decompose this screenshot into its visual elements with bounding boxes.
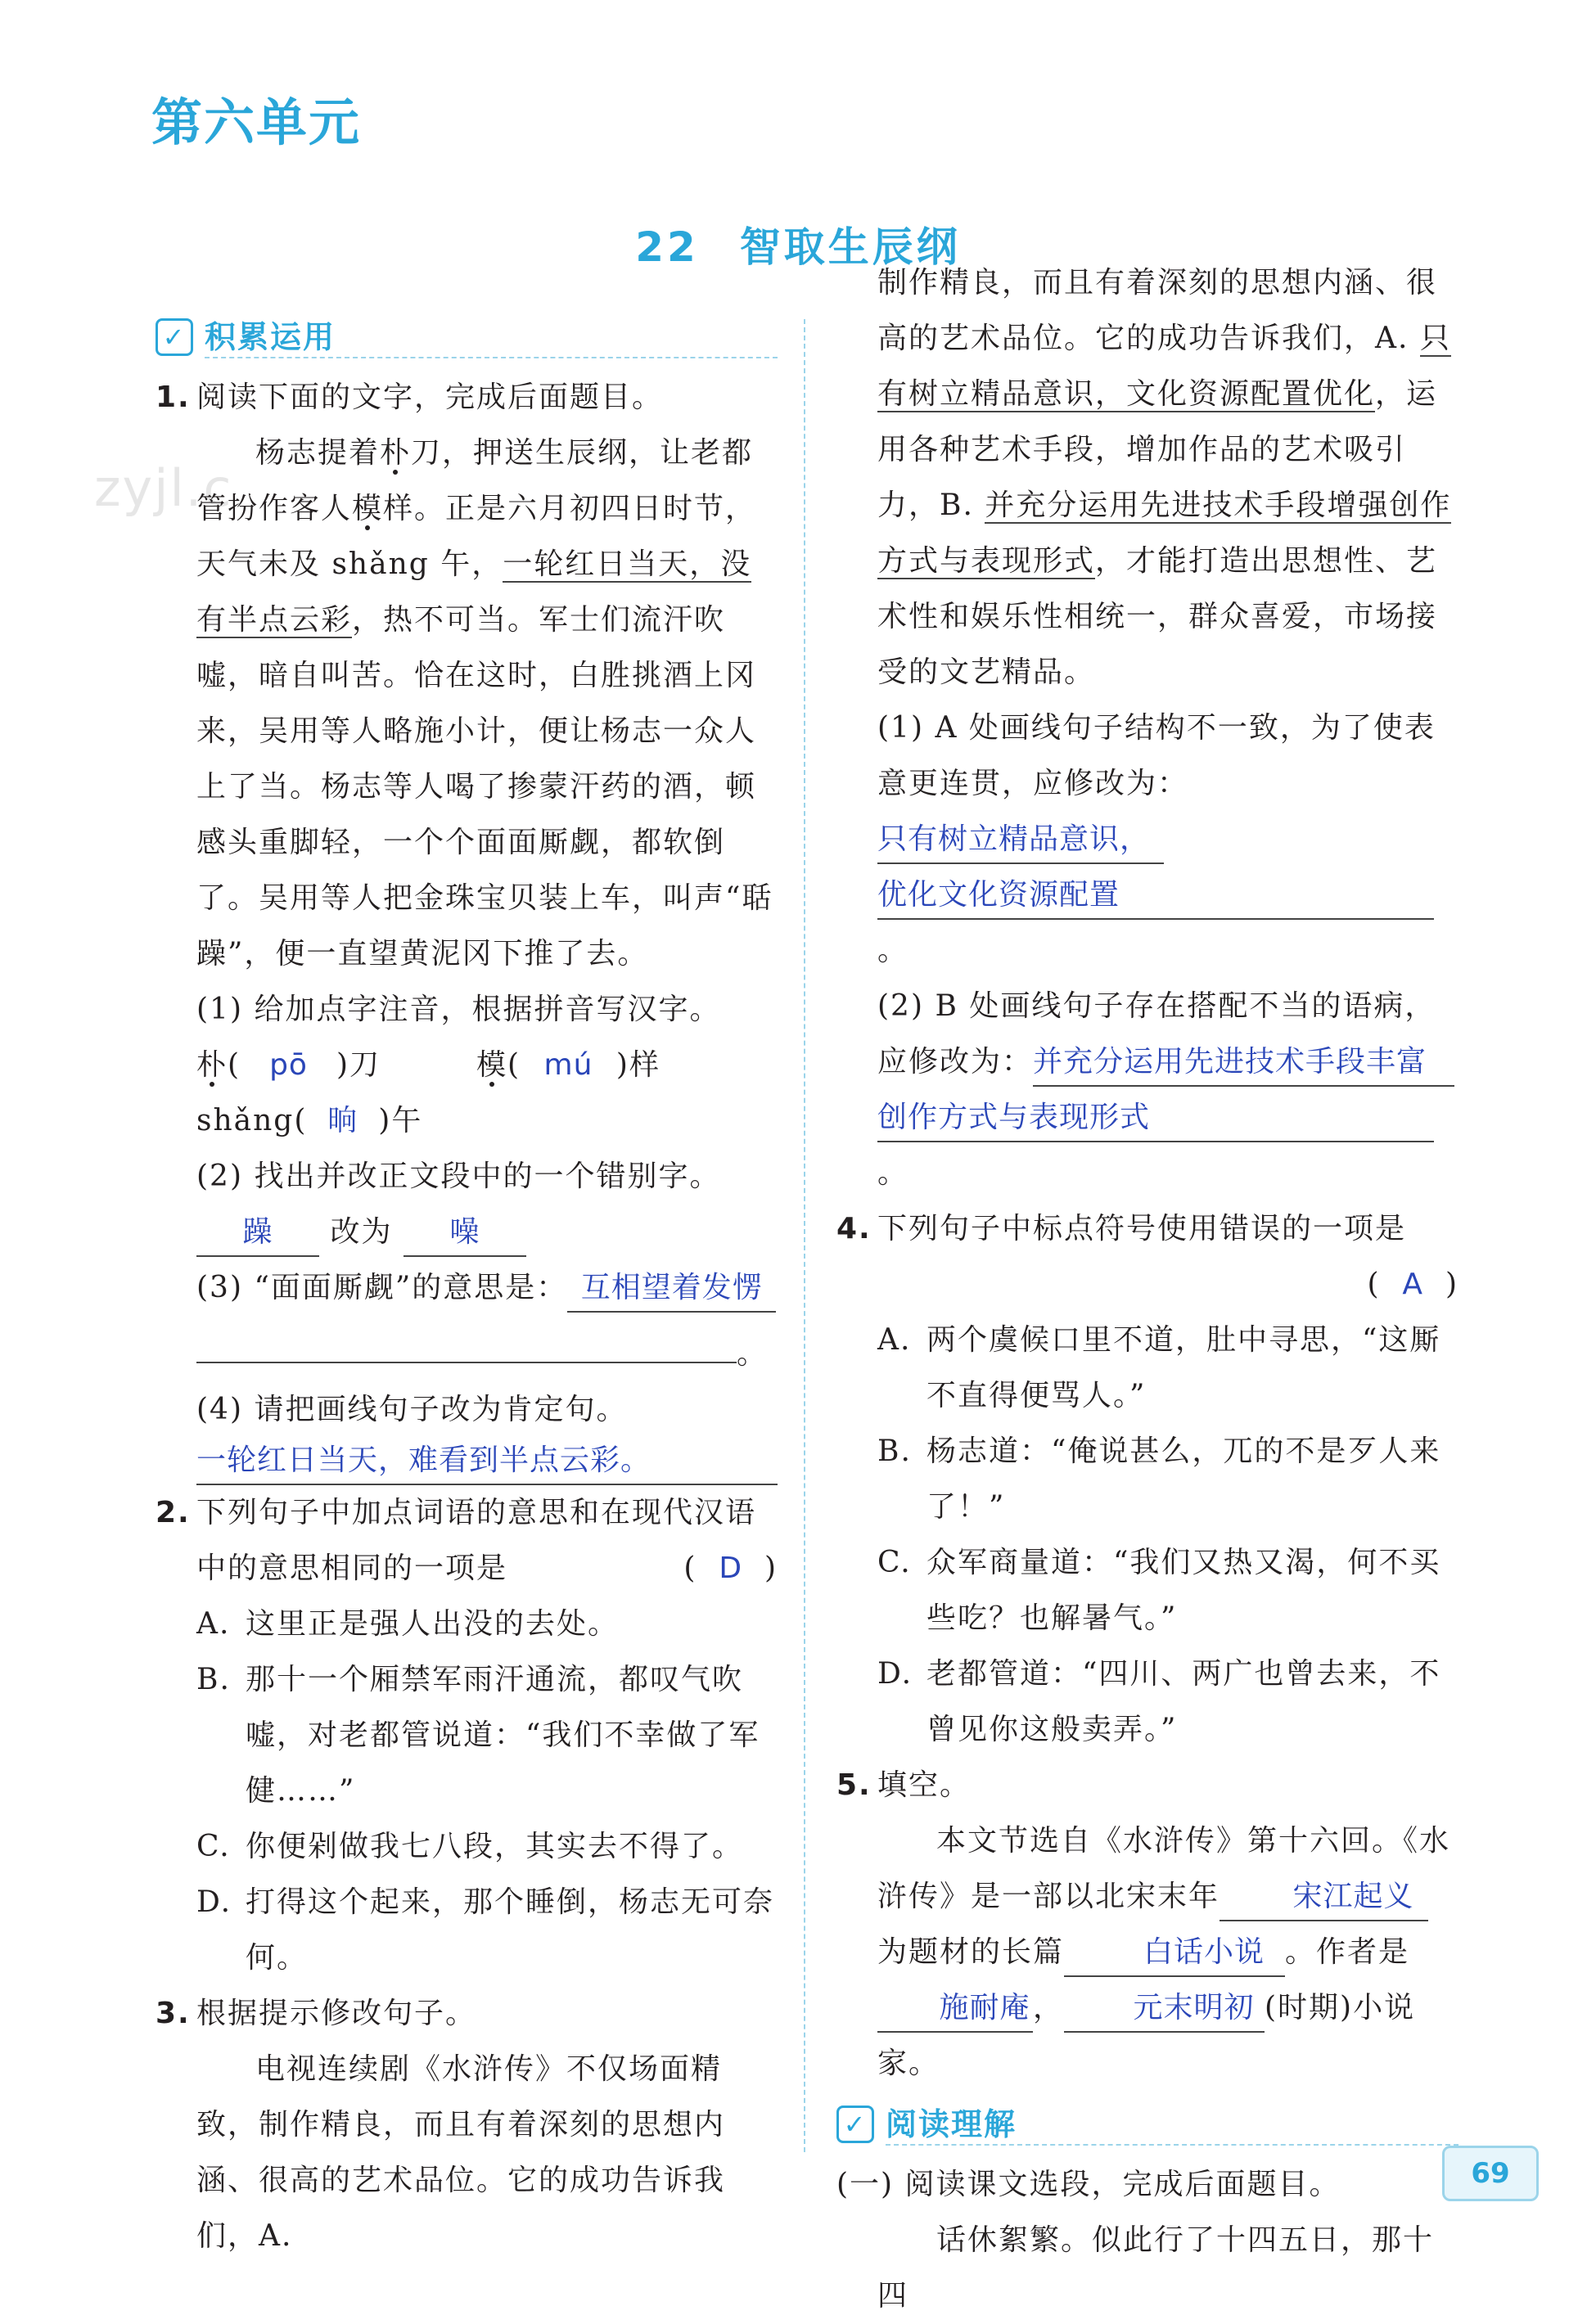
lesson-name: 智取生辰纲	[739, 223, 961, 271]
answer-text: 互相望着发愣	[567, 1265, 776, 1313]
reading-intro: (一) 阅读课文选段，完成后面题目。	[836, 2168, 1341, 2201]
option-c: C. 众军商量道：“我们又热又渴，何不买些吃？也解暑气。”	[877, 1546, 1441, 1635]
answer-text: 噪	[404, 1209, 526, 1257]
question-3	[156, 1986, 778, 2253]
section-title: 积累运用	[205, 319, 336, 355]
answer-text: 并充分运用先进技术手段丰富	[1033, 1039, 1454, 1087]
pinyin-answers-2: shǎng( 晌 )午	[196, 1093, 778, 1149]
reading-text: 话休絮繁。似此行了十四五日，那十四	[877, 2223, 1435, 2313]
question-stem: 填空。	[877, 1768, 972, 1802]
question-number: 1.	[156, 381, 191, 414]
section-rule	[205, 357, 778, 358]
option-a: A. 两个虞候口里不道，肚中寻思，“这厮不直得便骂人。”	[877, 1323, 1441, 1412]
sub-question: (1) A 处画线句子结构不一致，为了使表意更连贯，应修改为：只有树立精品意识，	[877, 700, 1458, 867]
question-number: 2.	[156, 1496, 191, 1529]
check-icon: ✓	[156, 318, 193, 356]
column-divider	[804, 319, 805, 2152]
question-stem: 下列句子中加点词语的意思和在现代汉语中的意思相同的一项是 ( D )	[196, 1485, 778, 1597]
answer-text: 元末明初	[1064, 1985, 1265, 2033]
option-a: A. 这里正是强人出没的去处。	[196, 1607, 620, 1641]
option-d: D. 老都管道：“四川、两广也曾去来，不曾见你这般卖弄。”	[877, 1657, 1441, 1746]
passage-continued: 制作精良，而且有着深刻的思想内涵、很高的艺术品位。它的成功告诉我们，A. 只有树立精品意识，文化资源配置优化，运用各种艺术手段，增加作品的艺术吸引力，B. 并充分运用先进技术手段增强创作方式与表现形式，才能打造出思想性、艺术性和娱乐性相统一，群众喜爱，市场接受的文艺精品。	[877, 266, 1452, 689]
option-b: B. 杨志道：“俺说甚么，兀的不是歹人来了！”	[877, 1434, 1441, 1524]
dotted-char: 朴	[380, 436, 412, 470]
sub-question: (2) 找出并改正文段中的一个错别字。	[196, 1160, 721, 1193]
answer-text: 创作方式与表现形式	[877, 1095, 1434, 1142]
watermark: zyjl.c	[94, 458, 233, 518]
option-c: C. 你便剁做我七八段，其实去不得了。	[196, 1830, 744, 1863]
underlined-b: 并充分运用先进技术手段增强创作方式与表现形式	[877, 489, 1452, 578]
fill-in-text: 本文节选自《水浒传》第十六回。《水浒传》是一部以北宋末年 宋江起义为题材的长篇 白话小说 。作者是施耐庵， 元末明初 (时期)小说家。	[877, 1824, 1451, 2080]
sub-question: (4) 请把画线句子改为肯定句。	[196, 1393, 628, 1426]
answer-text: mú	[543, 1048, 593, 1082]
lesson-number: 22	[635, 223, 699, 271]
answer-text: 施耐庵	[877, 1985, 1033, 2033]
answer-text: 晌	[327, 1104, 358, 1137]
pinyin-answers: 朴( pō )刀 模( mú )样	[196, 1038, 778, 1093]
answer-text: D	[719, 1552, 743, 1585]
answer-line: 创作方式与表现形式。	[877, 1090, 1458, 1201]
question-stem: 阅读下面的文字，完成后面题目。	[196, 381, 664, 414]
answer-text: 一轮红日当天，难看到半点云彩。	[196, 1438, 778, 1485]
underlined-sentence: 一轮红日当天，没有半点云彩	[196, 547, 752, 637]
option-d: D. 打得这个起来，那个睡倒，杨志无可奈何。	[196, 1885, 775, 1975]
answer-text: 躁	[196, 1209, 319, 1257]
underlined-a: 只有树立精品意识，文化资源配置优化	[877, 322, 1451, 411]
answer-text: A	[1402, 1268, 1424, 1301]
answer-text: 白话小说	[1064, 1930, 1285, 1977]
passage: 杨志提着朴刀，押送生辰纲，让老都管扮作客人模样。正是六月初四日时节，天气未及 shǎng 午，一轮红日当天，没有半点云彩，热不可当。军士们流汗吹嘘，暗自叫苦。恰在这时，白胜挑酒上冈来，吴用等人略施小计，便让杨志一众人上了当。杨志等人喝了掺蒙汗药的酒，顿感头重脚轻，一个个面面厮觑，都软倒了。吴用等人把金珠宝贝装上车，叫声“聒躁”，便一直望黄泥冈下推了去。	[196, 436, 773, 971]
page-number: 69	[1442, 2146, 1539, 2201]
question-5	[836, 1758, 1458, 2092]
passage-start: 电视连续剧《水浒传》不仅场面精致，制作精良，而且有着深刻的思想内涵、很高的艺术品位。它的成功告诉我们，A.	[196, 2052, 726, 2253]
answer-text: pō	[269, 1048, 308, 1082]
question-number: 3.	[156, 1997, 191, 2030]
answer-text: 只有树立精品意识，	[877, 817, 1164, 864]
answer-line: 。	[196, 1316, 778, 1382]
right-column	[836, 266, 1458, 2324]
option-b: B. 那十一个厢禁军雨汗通流，都叹气吹嘘，对老都管说道：“我们不幸做了军健……”	[196, 1663, 760, 1808]
left-column	[156, 304, 778, 2253]
section-title: 阅读理解	[886, 2106, 1017, 2142]
answer-line: 优化文化资源配置。	[877, 867, 1458, 979]
section-rule	[886, 2144, 1458, 2146]
unit-title: 第六单元	[151, 92, 362, 152]
section-header-accumulation	[156, 304, 778, 370]
section-header-reading	[836, 2092, 1458, 2157]
dotted-char: 模	[352, 492, 384, 525]
question-stem: 根据提示修改句子。	[196, 1997, 477, 2030]
sub-question: (2) B 处画线句子存在搭配不当的语病，应修改为：并充分运用先进技术手段丰富	[877, 979, 1458, 1090]
answer-text: 优化文化资源配置	[877, 872, 1434, 920]
question-4	[836, 1201, 1458, 1758]
sub-question: (1) 给加点字注音，根据拼音写汉字。	[196, 993, 721, 1026]
question-stem: 下列句子中标点符号使用错误的一项是	[877, 1212, 1407, 1245]
typo-answer: 躁 改为 噪	[196, 1205, 778, 1260]
answer-text: 宋江起义	[1220, 1874, 1428, 1921]
question-1	[156, 370, 778, 1485]
question-2	[156, 1485, 778, 1986]
question-number: 4.	[836, 1212, 872, 1245]
question-number: 5.	[836, 1768, 872, 1802]
answer-paren: ( A )	[877, 1257, 1458, 1313]
sub-question: (3) “面面厮觑”的意思是： 互相望着发愣	[196, 1260, 778, 1316]
check-icon: ✓	[836, 2106, 874, 2143]
